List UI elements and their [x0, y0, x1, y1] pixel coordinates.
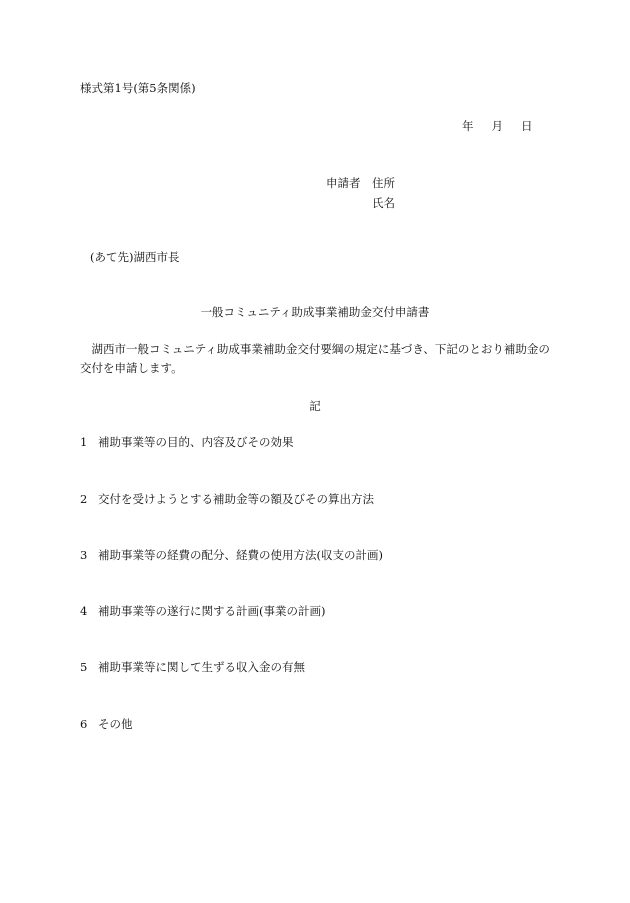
list-item: [80, 434, 294, 450]
item-text: その他: [98, 717, 133, 731]
list-item: [80, 603, 325, 619]
item-number: 1: [80, 435, 88, 449]
list-item: [80, 491, 374, 507]
ki-heading: 記: [309, 399, 321, 413]
item-text: 補助事業等の経費の配分、経費の使用方法(収支の計画): [98, 548, 383, 562]
item-text: 補助事業等に関して生ずる収入金の有無: [98, 660, 305, 674]
list-item: [80, 716, 133, 732]
item-number: 2: [80, 492, 88, 506]
applicant-address-label: 住所: [372, 176, 395, 190]
item-number: 3: [80, 548, 88, 562]
list-item: [80, 547, 383, 563]
item-number: 6: [80, 717, 88, 731]
form-number: 様式第1号(第5条関係): [80, 81, 196, 95]
applicant-label: 申請者: [326, 176, 361, 190]
applicant-name-label: 氏名: [372, 196, 395, 210]
item-number: 4: [80, 604, 88, 618]
item-number: 5: [80, 660, 88, 674]
date-year-label: 年: [462, 119, 474, 133]
addressee: (あて先)湖西市長: [90, 250, 180, 264]
item-text: 交付を受けようとする補助金等の額及びその算出方法: [98, 492, 374, 506]
item-text: 補助事業等の目的、内容及びその効果: [98, 435, 294, 449]
body-paragraph: 湖西市一般コミュニティ助成事業補助金交付要綱の規定に基づき、下記のとおり補助金の交付を申請します。: [80, 342, 550, 375]
date-line: [462, 118, 533, 134]
item-text: 補助事業等の遂行に関する計画(事業の計画): [98, 604, 326, 618]
date-month-label: 月: [491, 119, 503, 133]
date-day-label: 日: [521, 119, 533, 133]
list-item: [80, 659, 305, 675]
document-title: 一般コミュニティ助成事業補助金交付申請書: [200, 305, 430, 319]
